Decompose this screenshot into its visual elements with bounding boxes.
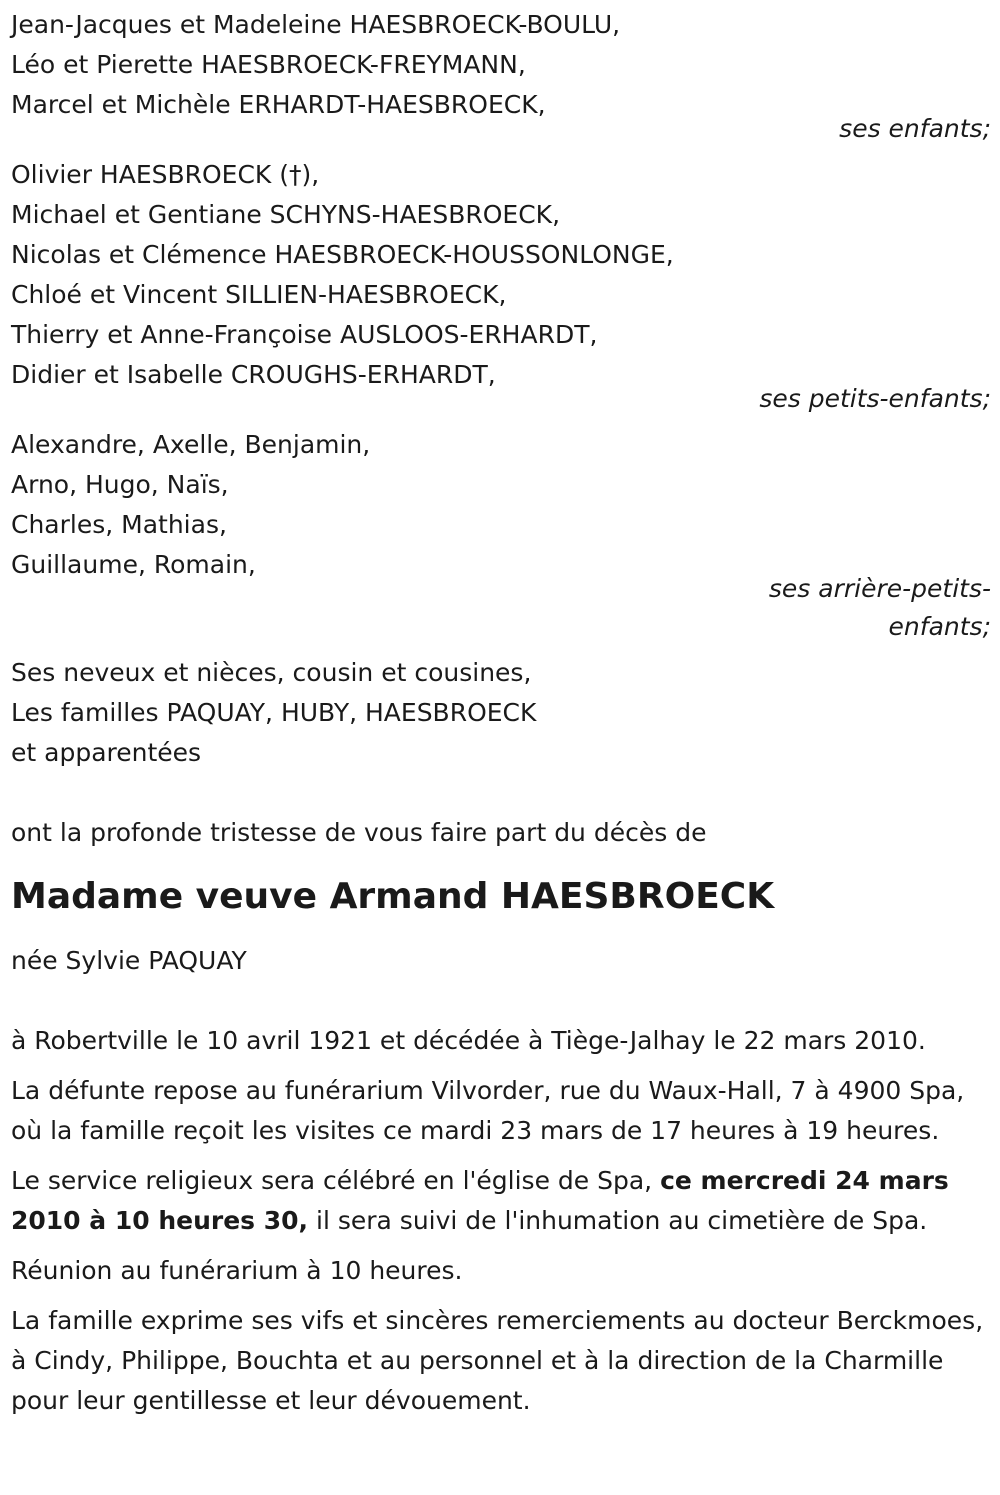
- visitation-paragraph: La défunte repose au funérarium Vilvorder, rue du Waux-Hall, 7 à 4900 Spa, où la famille reçoit les visites ce mardi 23 mars de 17 heures à 19 heures.: [11, 1076, 965, 1145]
- service-date-time: ce mercredi 24 mars 2010 à 10 heures 30,: [11, 1166, 949, 1235]
- family-line: Ses neveux et nièces, cousin et cousines,: [11, 658, 532, 687]
- family-line: Didier et Isabelle CROUGHS-ERHARDT,: [11, 360, 496, 389]
- family-line: Michael et Gentiane SCHYNS-HAESBROECK,: [11, 200, 561, 229]
- obituary-notice: [11, 5, 991, 1431]
- birth-name: née Sylvie PAQUAY: [11, 946, 247, 975]
- thanks-paragraph: La famille exprime ses vifs et sincères remerciements au docteur Berckmoes, à Cindy, Philippe, Bouchta et au personnel et à la direction de la Charmille pour leur gentillesse et leur dévouement.: [11, 1306, 984, 1415]
- family-line: Marcel et Michèle ERHARDT-HAESBROECK,: [11, 90, 546, 119]
- family-line: Thierry et Anne-Françoise AUSLOOS-ERHARDT,: [11, 320, 598, 349]
- children-list: [11, 5, 991, 125]
- announcement-text: ont la profonde tristesse de vous faire part du décès de: [11, 818, 707, 847]
- great-grandchildren-role-line1: ses arrière-petits-: [768, 574, 991, 603]
- family-line: Olivier HAESBROECK (†),: [11, 160, 320, 189]
- family-line: Chloé et Vincent SILLIEN-HAESBROECK,: [11, 280, 507, 309]
- family-line: et apparentées: [11, 738, 202, 767]
- deceased-name: Madame veuve Armand HAESBROECK: [11, 876, 775, 917]
- family-line: Nicolas et Clémence HAESBROECK-HOUSSONLONGE,: [11, 240, 674, 269]
- great-grandchildren-role-line2: enfants;: [888, 612, 991, 641]
- dates-paragraph: à Robertville le 10 avril 1921 et décédée à Tiège-Jalhay le 22 mars 2010.: [11, 1026, 926, 1055]
- grandchildren-role: ses petits-enfants;: [759, 384, 991, 413]
- family-line: Arno, Hugo, Naïs,: [11, 470, 229, 499]
- children-role: ses enfants;: [839, 114, 991, 143]
- family-line: Léo et Pierette HAESBROECK-FREYMANN,: [11, 50, 526, 79]
- grandchildren-list: [11, 155, 991, 395]
- family-line: Charles, Mathias,: [11, 510, 227, 539]
- meeting-paragraph: Réunion au funérarium à 10 heures.: [11, 1256, 463, 1285]
- service-text-end: il sera suivi de l'inhumation au cimetière de Spa.: [316, 1206, 928, 1235]
- service-text-start: Le service religieux sera célébré en l'église de Spa,: [11, 1166, 653, 1195]
- family-line: Guillaume, Romain,: [11, 550, 256, 579]
- family-line: Jean-Jacques et Madeleine HAESBROECK-BOULU,: [11, 10, 621, 39]
- great-grandchildren-list: [11, 425, 991, 585]
- relatives-list: [11, 653, 991, 773]
- family-line: Alexandre, Axelle, Benjamin,: [11, 430, 371, 459]
- service-paragraph: [11, 1161, 991, 1241]
- family-line: Les familles PAQUAY, HUBY, HAESBROECK: [11, 698, 537, 727]
